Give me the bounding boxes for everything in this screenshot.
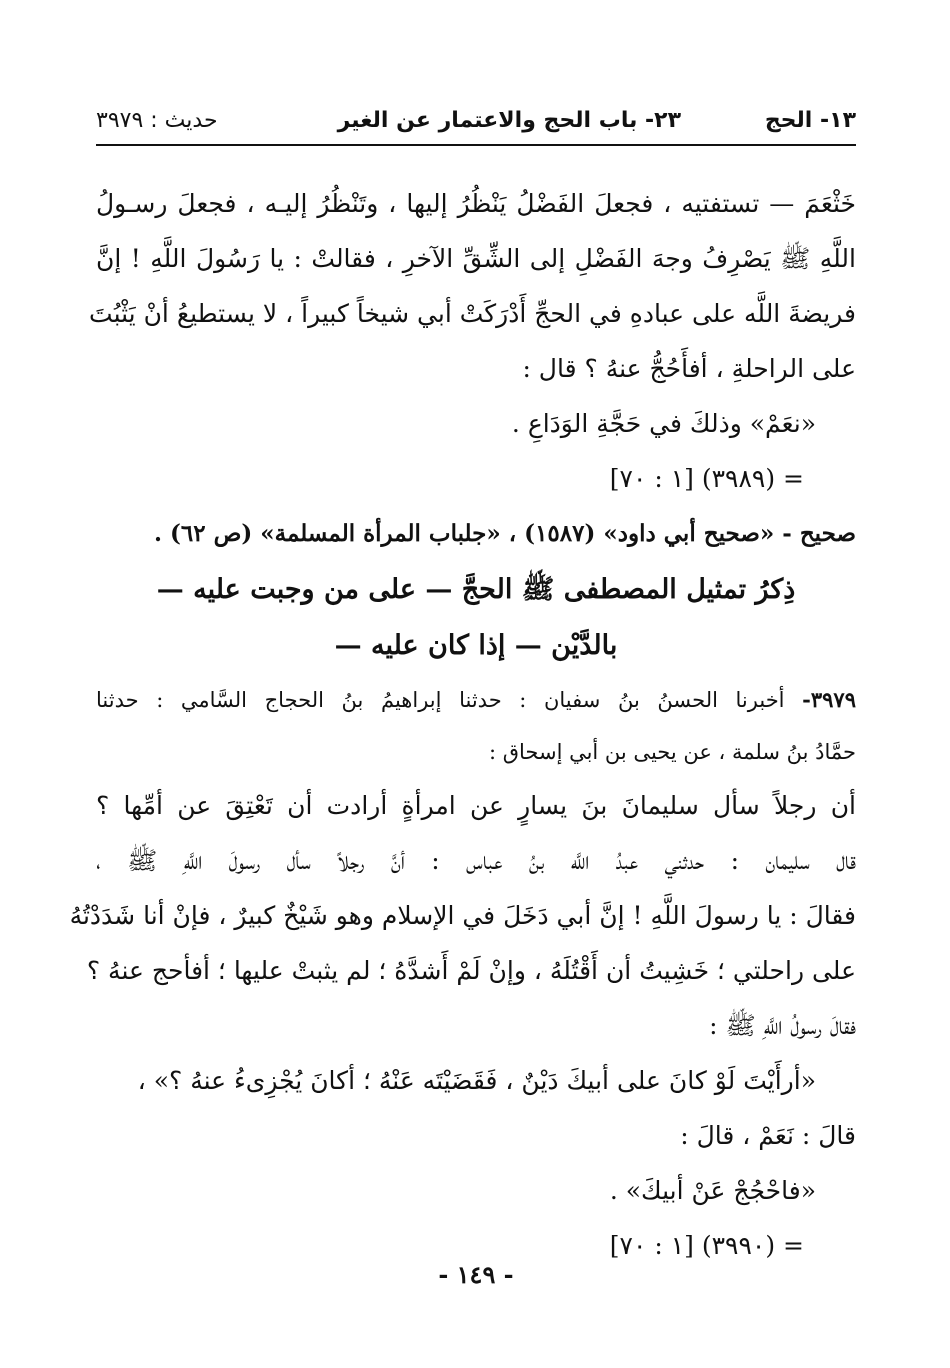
chapter-title-header: ١٣- الحج (764, 108, 856, 133)
hadith-reference-header: حديث : ٣٩٧٩ (96, 108, 218, 133)
text-line: على راحلتي ؛ خَشِيتُ أن أَقْتُلَهُ ، وإنْ لَمْ أَشدَّهُ ؛ لم يثبتْ عليها ؛ أفأحج عنهُ ؟ (86, 956, 856, 985)
prophetic-quote: «فاحْجُجْ عَنْ أبيكَ» . (609, 1176, 816, 1205)
cross-reference: = (٣٩٩٠) [١ : ٧٠] (609, 1231, 804, 1260)
text-line: قال سليمان : حدثني عبدُ اللَّه بنُ عباس : أنَّ رجلاً سأل رسولَ اللَّهِ ﷺ ، (96, 846, 856, 875)
text-line: اللَّهِ ﷺ يَصْرِفُ وجهَ الفَضْلِ إلى الشِّقِّ الآخرِ ، فقالتْ : يا رَسُولَ اللَّهِ ! إنَّ (96, 244, 856, 273)
cross-reference: = (٣٩٨٩) [١ : ٧٠] (609, 464, 804, 493)
running-header (96, 100, 856, 146)
text-line: قالَ : نَعَمْ ، قالَ : (680, 1121, 856, 1150)
prophetic-quote: «أرأَيْتَ لَوْ كانَ على أبيكَ دَيْنٌ ، فَقَضَيْتَه عَنْهُ ؛ أكانَ يُجْزِىءُ عنهُ ؟» ، (137, 1066, 816, 1095)
text-line: فريضةَ اللَّه على عبادهِ في الحجِّ أَدْرَكَتْ أبي شيخاً كبيراً ، لا يستطيعُ أنْ يَثْبُتَ (89, 299, 856, 328)
book-page (69, 100, 856, 1310)
main-text (69, 176, 856, 1273)
prophetic-quote: «نعَمْ» وذلكَ في حَجَّةِ الوَدَاعِ . (511, 409, 816, 438)
text-line: أن رجلاً سأل سليمانَ بنَ يسارٍ عن امرأةٍ أرادت أن تَعْتِقَ عن أمِّها ؟ (96, 791, 856, 820)
section-title-header: ٢٣- باب الحج والاعتمار عن الغير (337, 108, 681, 133)
chapter-heading-line1: ذِكرُ تمثيل المصطفى ﷺ الحجَّ — على من وجبت عليه — (156, 574, 796, 605)
text-line: فقالَ : يا رسولَ اللَّهِ ! إنَّ أبي دَخَلَ في الإسلام وهو شَيْخٌ كبيرٌ ، فإنْ أنا شَدَدْتُهُ (69, 901, 856, 930)
isnad-text: أخبرنا الحسنُ بنُ سفيان : حدثنا إبراهيمُ بنُ الحجاج السَّامي : حدثنا (96, 688, 785, 712)
text-line: خَثْعَمَ — تستفتيه ، فجعلَ الفَضْلُ يَنْظُرُ إليها ، وتَنْظُرُ إليـه ، فجعلَ رسـولُ (96, 189, 856, 218)
page-number: - ١٤٩ - (438, 1260, 514, 1289)
isnad-line: حمَّادُ بنُ سلمة ، عن يحيى بن أبي إسحاق : (488, 740, 856, 764)
hadith-grade: صحيح - «صحيح أبي داود» (١٥٨٧) ، «جلباب المرأة المسلمة» (ص ٦٢) . (153, 520, 856, 547)
isnad-line (96, 674, 856, 726)
hadith-number: ٣٩٧٩- (802, 687, 856, 712)
chapter-heading-line2: بالدَّيْن — إذا كان عليه — (334, 630, 618, 661)
text-line: فقالَ رسولُ اللَّهِ ﷺ : (709, 1011, 856, 1040)
text-line: على الراحلةِ ، أفأَحُجُّ عنهُ ؟ قال : (522, 354, 856, 383)
